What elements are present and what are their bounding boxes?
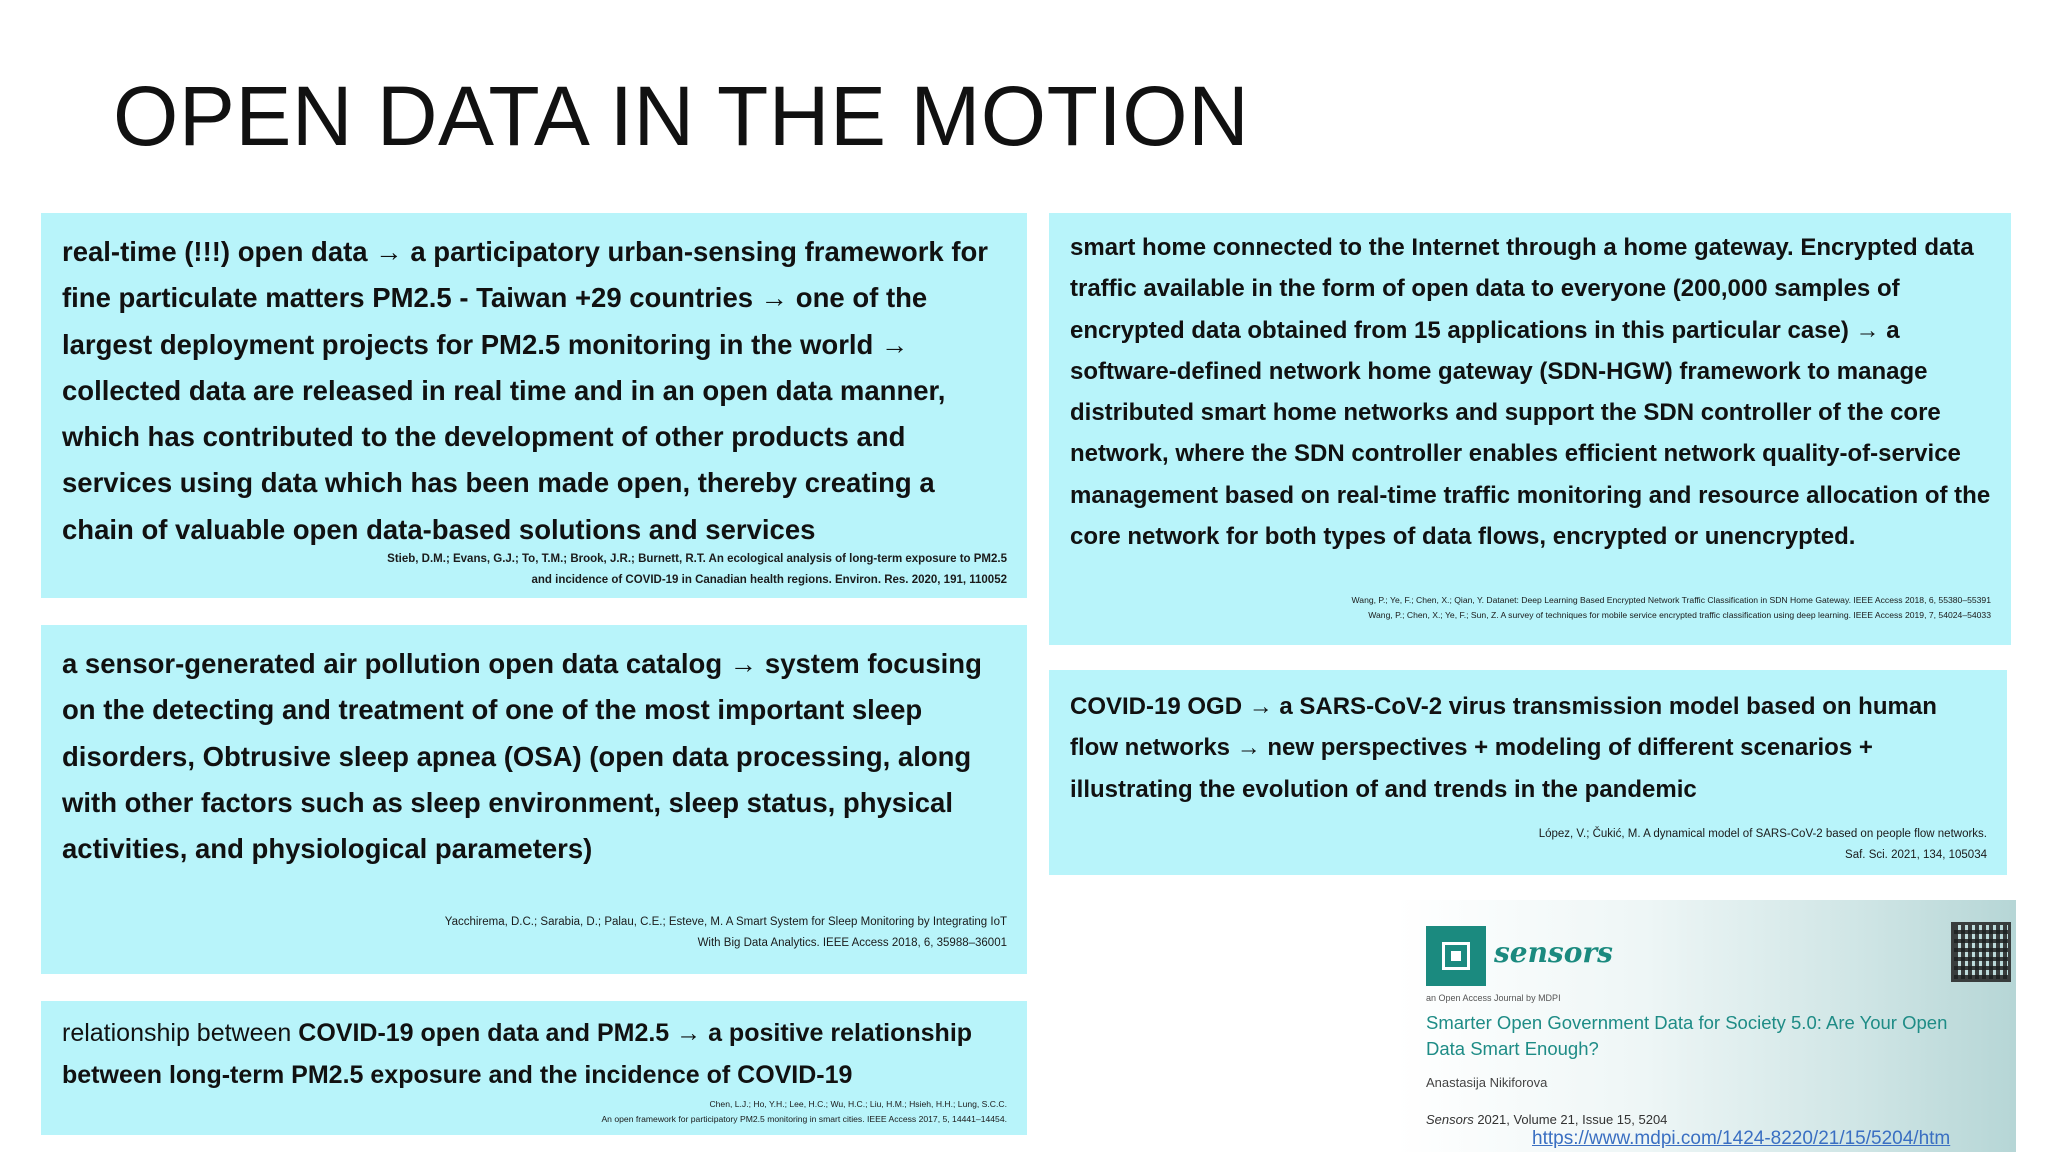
box-text: smart home connected to the Internet through a home gateway. Encrypted data traffic available in the form of open data to everyone (200,000 samples of encrypted data obtained from 15 applications in this particular case) → a software-defined network home gateway (SDN-HGW) framework to manage distributed smart home networks and support the SDN controller of the core network, where the SDN controller enables efficient network quality-of-service management based on real-time traffic monitoring and resource allocation of the core network for both types of data flows, encrypted or unencrypted. [1070, 234, 1991, 551]
text-box-covid-ogd [1049, 670, 2007, 875]
citation-line: With Big Data Analytics. IEEE Access 2018, 6, 35988–36001 [697, 937, 1007, 949]
box-text-bold: COVID-19 open data and PM2.5 → a positive relationship between long-term PM2.5 exposure and the incidence of COVID-19 [62, 1019, 973, 1089]
text-box-pm25-taiwan [41, 213, 1027, 598]
citation [107, 549, 1007, 591]
qr-code-icon [1954, 925, 2008, 979]
citation-line: López, V.; Čukić, M. A dynamical model of SARS-CoV-2 based on people flow networks. [1538, 828, 1987, 840]
citation-line: Chen, L.J.; Ho, Y.H.; Lee, H.C.; Wu, H.C.; Liu, H.M.; Hsieh, H.H.; Lung, S.C.C. [709, 1099, 1007, 1109]
box-text: a sensor-generated air pollution open data catalog → system focusing on the detecting and treatment of one of the most important sleep disorders, Obtrusive sleep apnea (OSA) (open data processing, along with other factors such as sleep environment, sleep status, physical activities, and physiological parameters) [62, 648, 982, 865]
citation-line: Stieb, D.M.; Evans, G.J.; To, T.M.; Brook, J.R.; Burnett, R.T. An ecological analysis of long-term exposure to PM2.5 [387, 553, 1007, 565]
text-box-smart-home [1049, 213, 2011, 645]
box-text: real-time (!!!) open data → a participatory urban-sensing framework for fine particulate matters PM2.5 - Taiwan +29 countries → one of the largest deployment projects for PM2.5 monitoring in the world → collected data are released in real time and in an open data manner, which has contributed to the development of other products and services using data which has been made open, thereby creating a chain of valuable open data-based solutions and services [62, 236, 988, 545]
journal-subtitle: an Open Access Journal by MDPI [1426, 993, 1561, 1003]
box-text [62, 1013, 1007, 1096]
citation [1087, 824, 1987, 866]
sensors-logo-icon [1426, 926, 1486, 986]
citation-line: Wang, P.; Ye, F.; Chen, X.; Qian, Y. Datanet: Deep Learning Based Encrypted Network Traffic Classification in SDN Home Gateway. IEEE Access 2018, 6, 55380–55391 [1351, 595, 1991, 605]
article-author: Anastasija Nikiforova [1426, 1075, 1548, 1090]
journal-italic: Sensors [1426, 1112, 1474, 1127]
citation-line: and incidence of COVID-19 in Canadian health regions. Environ. Res. 2020, 191, 110052 [531, 574, 1007, 586]
article-reference [1426, 1112, 1667, 1127]
citation [107, 1097, 1007, 1127]
text-box-sleep-apnea [41, 625, 1027, 974]
citation [1071, 593, 1991, 623]
citation-line: Wang, P.; Chen, X.; Ye, F.; Sun, Z. A survey of techniques for mobile service encrypted traffic classification using deep learning. IEEE Access 2019, 7, 54024–54033 [1368, 610, 1991, 620]
journal-article-card [1396, 900, 2016, 1152]
reference-detail: 2021, Volume 21, Issue 15, 5204 [1473, 1112, 1668, 1127]
journal-name: sensors [1494, 936, 1613, 969]
box-text: COVID-19 OGD → a SARS-CoV-2 virus transmission model based on human flow networks → new perspectives + modeling of different scenarios + illustrating the evolution of and trends in the pandemic [1070, 693, 1937, 803]
text-box-covid-pm25 [41, 1001, 1027, 1135]
slide-title: OPEN DATA IN THE MOTION [113, 69, 1250, 163]
article-link[interactable]: https://www.mdpi.com/1424-8220/21/15/5204/htm [1532, 1128, 1951, 1149]
box-text-normal: relationship between [62, 1019, 299, 1047]
article-title: Smarter Open Government Data for Society 5.0: Are Your Open Data Smart Enough? [1426, 1012, 1948, 1059]
citation-line: An open framework for participatory PM2.5 monitoring in smart cities. IEEE Access 2017, 5, 14441–14454. [601, 1114, 1007, 1124]
citation-line: Saf. Sci. 2021, 134, 105034 [1845, 849, 1987, 861]
citation [107, 912, 1007, 954]
citation-line: Yacchirema, D.C.; Sarabia, D.; Palau, C.E.; Esteve, M. A Smart System for Sleep Monitoring by Integrating IoT [444, 916, 1007, 928]
